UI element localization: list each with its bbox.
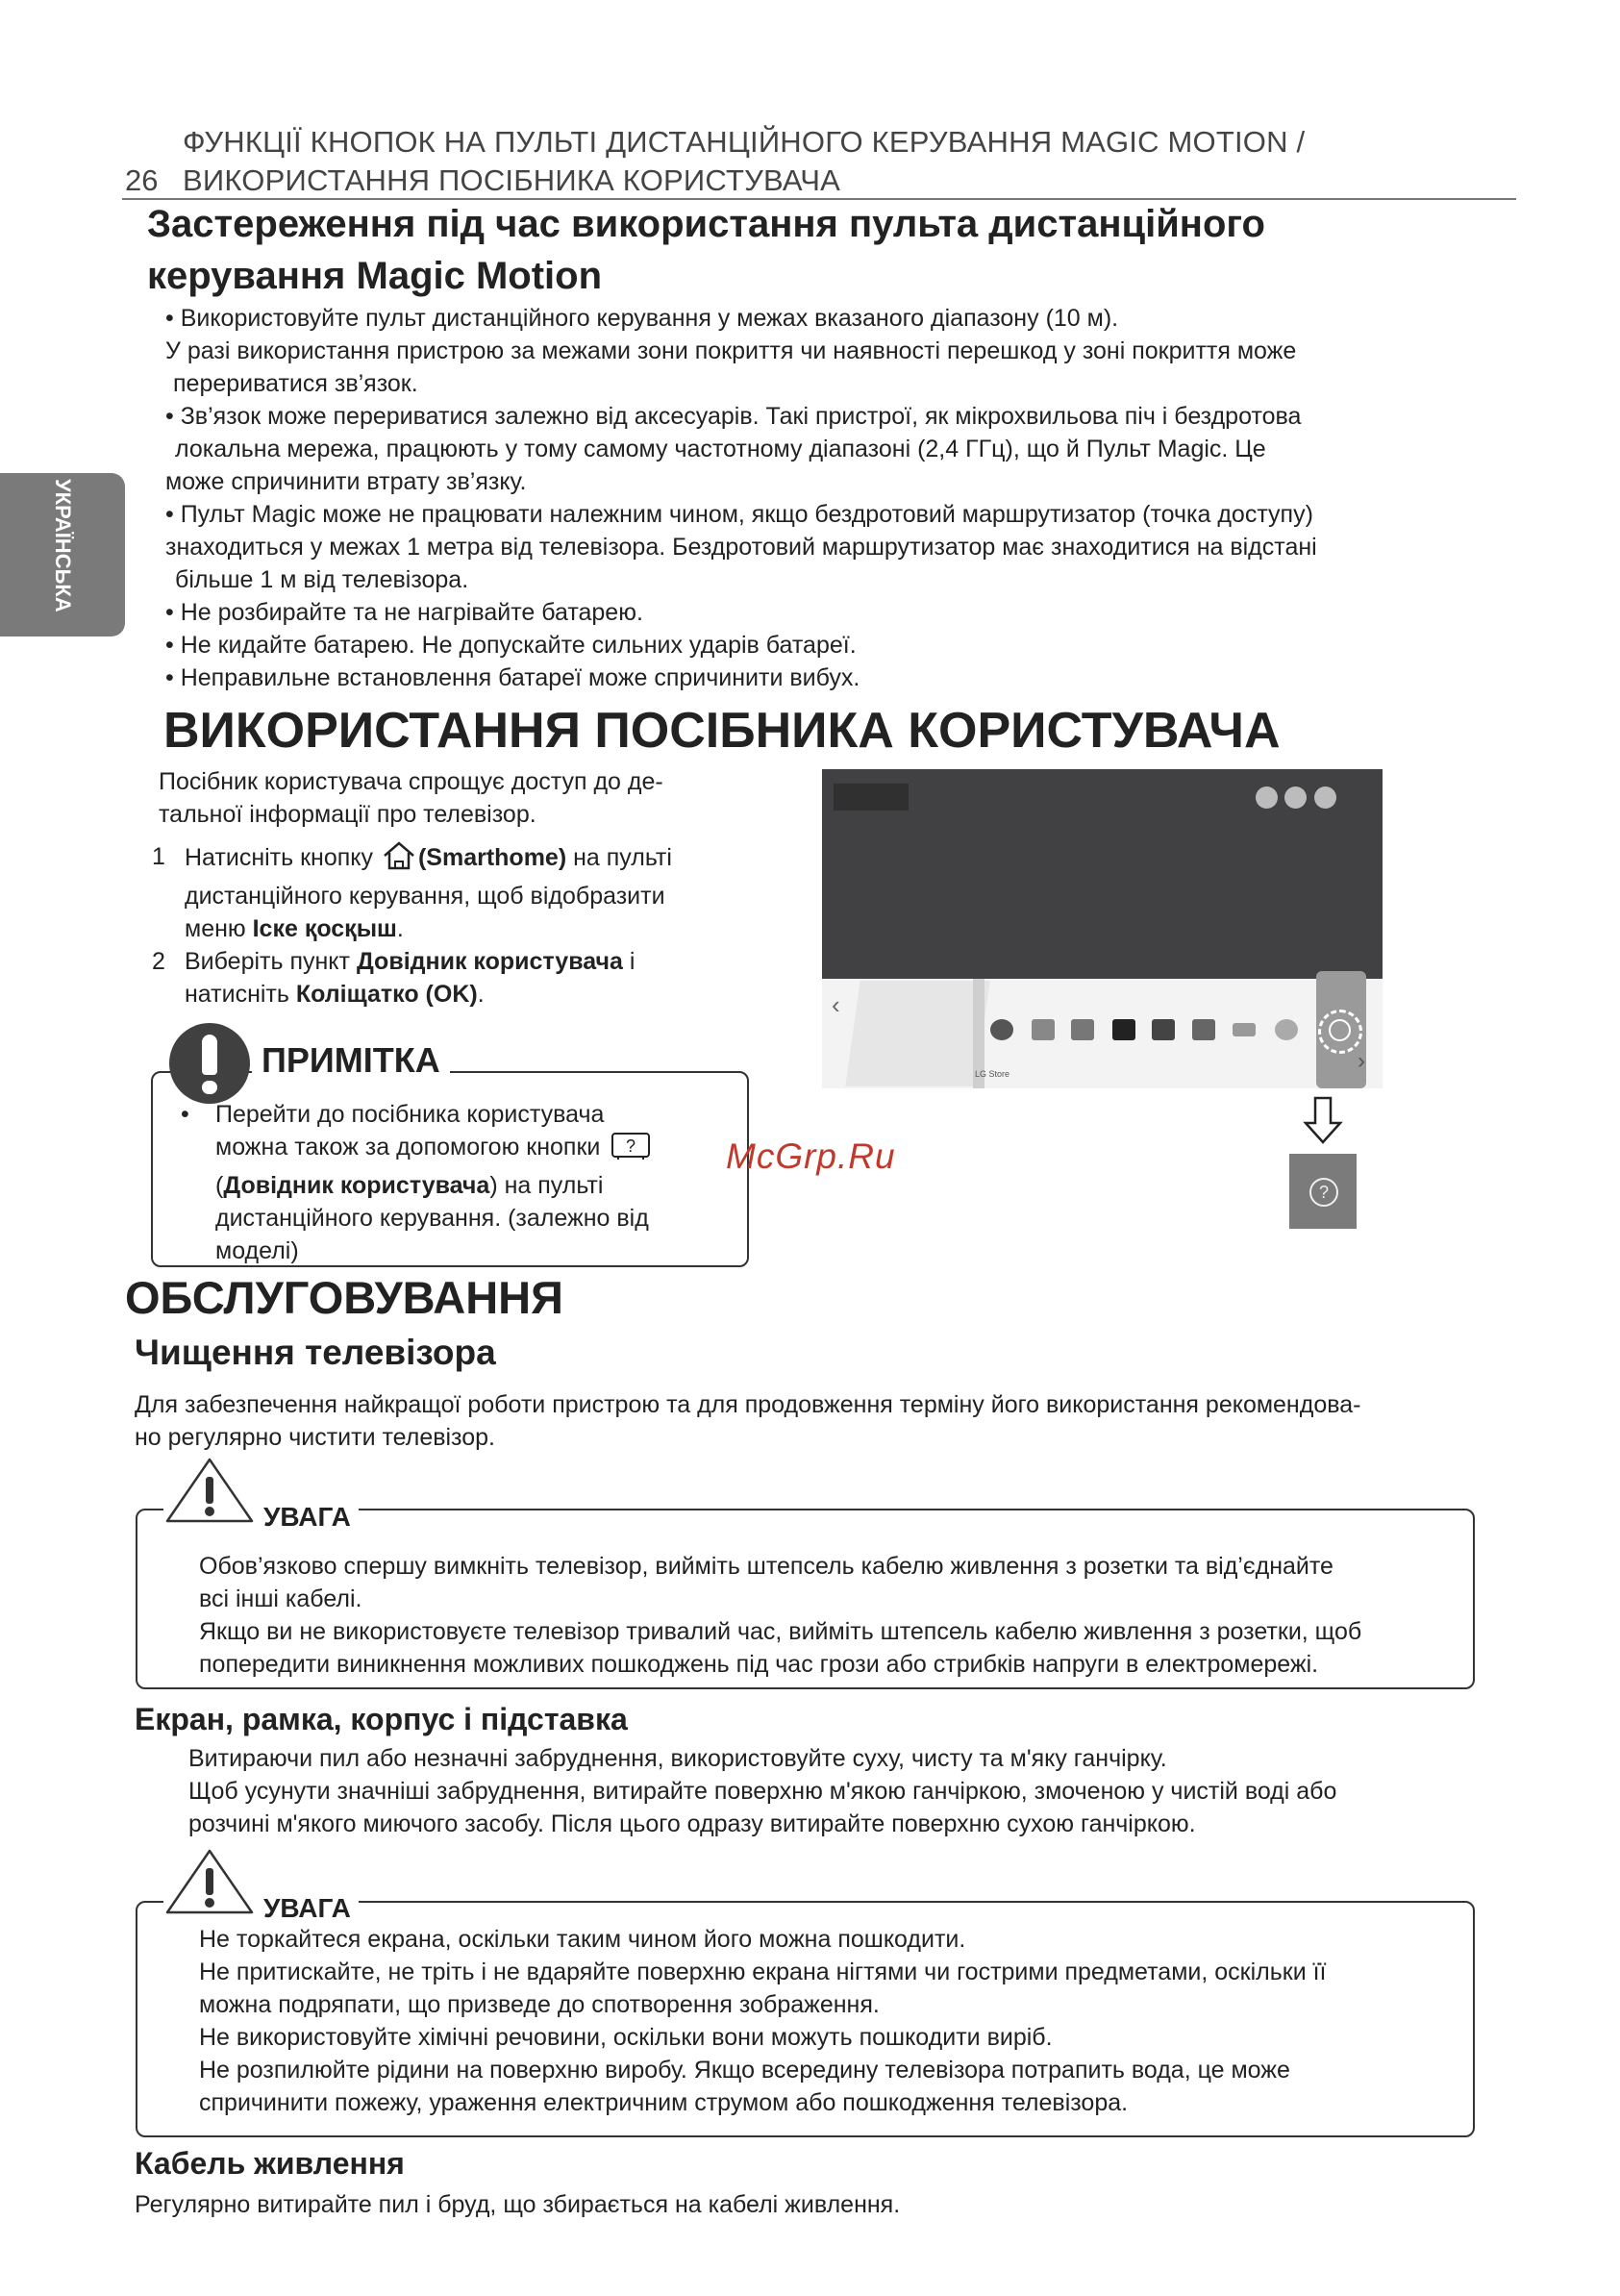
precautions-line: знаходиться у межах 1 метра від телевізора. Бездротовий маршрутизатор має знаходитися на відстані (165, 534, 1317, 561)
power-cable-text: Регулярно витирайте пил і бруд, що збирається на кабелі живлення. (135, 2191, 901, 2218)
warning-triangle-icon (163, 1847, 256, 1916)
tv-status-dot (1284, 786, 1307, 809)
user-guide-intro (159, 765, 663, 831)
language-side-tab (0, 473, 125, 636)
precautions-line: У разі використання пристрою за межами зони покриття чи наявності перешкод у зоні покриття може (165, 337, 1297, 364)
step-2-text-c: і (629, 948, 636, 975)
cleaning-heading: Чищення телевізора (135, 1333, 496, 1372)
step-1-line3 (185, 912, 767, 945)
note-title: ПРИМІТКА (252, 1040, 450, 1081)
step-2-number: 2 (152, 948, 165, 975)
tv-status-dot (1256, 786, 1278, 809)
tv-app-icon (1112, 1019, 1135, 1040)
step-2-item: Довідник користувача (356, 948, 623, 975)
tv-app-icon (1233, 1023, 1256, 1036)
caution-1-content (199, 1550, 1361, 1681)
user-guide-intro-line1: Посібник користувача спрощує доступ до де- (159, 768, 663, 795)
precautions-line: • Неправильне встановлення батареї може спричинити вибух. (165, 664, 860, 691)
caution-2-content (199, 1923, 1327, 2119)
step-1-number: 1 (152, 843, 165, 870)
tv-app-icon (1275, 1019, 1298, 1040)
running-header (183, 123, 1305, 200)
precautions-line: • Використовуйте пульт дистанційного керування у межах вказаного діапазону (10 м). (165, 305, 1119, 332)
page-number: 26 (125, 163, 159, 197)
precautions-line: • Не кидайте батарею. Не допускайте сильних ударів батареї. (165, 632, 857, 659)
user-guide-heading: ВИКОРИСТАННЯ ПОСІБНИКА КОРИСТУВАЧА (163, 703, 1281, 759)
caution-2-line: Не використовуйте хімічні речовини, оскільки вони можуть пошкодити виріб. (199, 2024, 1053, 2051)
caution-2-line: Не розпилюйте рідини на поверхню виробу. Якщо всередину телевізора потрапить вода, це може (199, 2057, 1290, 2084)
question-mark-icon: ? (1309, 1178, 1338, 1207)
warning-triangle-icon (163, 1456, 256, 1525)
help-icon (1329, 1019, 1351, 1041)
step-2-text-a: Виберіть пункт (185, 948, 350, 975)
tv-app-icon (1192, 1019, 1215, 1040)
screen-frame-heading: Екран, рамка, корпус і підставка (135, 1702, 628, 1736)
note-line3 (215, 1169, 719, 1202)
step-2 (152, 945, 767, 1011)
step-1-line2: дистанційного керування, щоб відобразити (185, 883, 665, 910)
tv-app-icon (990, 1019, 1013, 1040)
note-line2-text: можна також за допомогою кнопки (215, 1134, 601, 1160)
caution-1-line: попередити виникнення можливих пошкоджень під час грози або стрибків напруги в електромережі. (199, 1651, 1319, 1678)
step-1-line3-c: . (396, 915, 404, 942)
precautions-heading-line1: Застереження під час використання пульта дистанційного (147, 203, 1265, 245)
step-2-line2 (185, 978, 767, 1011)
user-guide-steps (152, 840, 767, 1011)
step-1-smarthome: (Smarthome) (417, 844, 567, 871)
watermark: McGrp.Ru (726, 1136, 896, 1176)
cleaning-intro (135, 1388, 1360, 1454)
step-2-wheel-ok: Коліщатко (OK) (295, 981, 478, 1008)
precautions-line: локальна мережа, працюють у тому самому частотному діапазоні (2,4 ГГц), що й Пульт Magic. Це (175, 436, 1266, 462)
tv-store-label: LG Store (975, 1069, 1010, 1079)
caution-2-line: спричинити пожежу, ураження електричним струмом або пошкодження телевізора. (199, 2089, 1129, 2116)
screen-frame-line: розчині м'якого миючого засобу. Після цього одразу витирайте поверхню сухою ганчіркою. (188, 1810, 1196, 1837)
screen-frame-content (188, 1742, 1336, 1840)
tv-logo-block (834, 784, 909, 811)
running-header-line1: ФУНКЦІЇ КНОПОК НА ПУЛЬТІ ДИСТАНЦІЙНОГО КЕРУВАННЯ MAGIC MOTION / (183, 125, 1306, 159)
step-1-text-a: Натисніть кнопку (185, 844, 374, 871)
note-line5: моделі) (215, 1237, 299, 1264)
tv-recent-card (845, 981, 989, 1086)
power-cable-heading: Кабель живлення (135, 2146, 405, 2181)
book-help-icon (611, 1132, 651, 1169)
language-side-tab-label: УКРАЇНСЬКА (51, 479, 75, 612)
precautions-list (165, 302, 1317, 694)
tv-app-icon (1032, 1019, 1055, 1040)
arrow-down-icon (1302, 1096, 1344, 1151)
tv-app-icon (1152, 1019, 1175, 1040)
step-1-text-c: на пульті (573, 844, 672, 871)
caution-1-line: всі інші кабелі. (199, 1585, 362, 1612)
caution-1-line: Якщо ви не використовуєте телевізор тривалий час, вийміть штепсель кабелю живлення з розетки, щоб (199, 1618, 1362, 1645)
note-user-guide-button: Довідник користувача (223, 1172, 490, 1199)
tv-app-icon (1071, 1019, 1094, 1040)
precautions-line: • Зв’язок може перериватися залежно від аксесуарів. Такі пристрої, як мікрохвильова піч і бездротова (165, 403, 1302, 430)
tv-status-dot (1314, 786, 1336, 809)
note-line3-a: ( (215, 1172, 224, 1199)
cleaning-intro-line2: но регулярно чистити телевізор. (135, 1424, 495, 1451)
caution-title-1: УВАГА (256, 1502, 359, 1533)
cleaning-intro-line1: Для забезпечення найкращої роботи пристрою та для продовження терміну його використання рекомендова- (135, 1391, 1361, 1418)
chevron-left-icon: ‹ (832, 990, 840, 1019)
user-guide-button-image (1289, 1154, 1357, 1229)
step-1-menu-name: Іске қосқыш (252, 915, 397, 942)
chevron-right-icon: › (1358, 1048, 1365, 1074)
home-icon (382, 840, 416, 880)
precautions-line: перериватися зв’язок. (173, 370, 418, 397)
precautions-line: • Пульт Magic може не працювати належним чином, якщо бездротовий маршрутизатор (точка доступу) (165, 501, 1313, 528)
caution-2-line: Не торкайтеся екрана, оскільки таким чином його можна пошкодити. (199, 1926, 966, 1953)
note-bullet: • (181, 1101, 189, 1128)
note-line2 (215, 1131, 719, 1169)
precautions-line: може спричинити втрату зв’язку. (165, 468, 527, 495)
screen-frame-line: Щоб усунути значніші забруднення, витирайте поверхню м'якою ганчіркою, змоченою у чистій воді або (188, 1778, 1337, 1805)
note-line1: Перейти до посібника користувача (215, 1101, 605, 1128)
note-line4: дистанційного керування. (залежно від (215, 1205, 649, 1232)
svg-text:?: ? (626, 1136, 636, 1156)
caution-2-line: Не притискайте, не тріть і не вдаряйте поверхню екрана нігтями чи гострими предметами, оскільки її (199, 1959, 1327, 1985)
user-guide-intro-line2: тальної інформації про телевізор. (159, 801, 536, 828)
maintenance-heading: ОБСЛУГОВУВАННЯ (125, 1272, 563, 1323)
step-1 (152, 840, 767, 945)
caution-1-line: Обов’язково спершу вимкніть телевізор, вийміть штепсель кабелю живлення з розетки та від’єднайте (199, 1553, 1333, 1580)
step-1-line3-a: меню (185, 915, 246, 942)
step-2-line2-a: натисніть (185, 981, 289, 1008)
exclamation-icon (169, 1023, 250, 1104)
note-content (181, 1098, 719, 1267)
caution-2-line: можна подряпати, що призведе до спотворення зображення. (199, 1991, 880, 2018)
precautions-heading-line2: керування Magic Motion (147, 255, 603, 297)
screen-frame-line: Витираючи пил або незначні забруднення, використовуйте суху, чисту та м'яку ганчірку. (188, 1745, 1167, 1772)
precautions-heading (147, 198, 1265, 302)
step-2-line2-c: . (477, 981, 485, 1008)
note-line3-c: ) на пульті (489, 1172, 604, 1199)
precautions-line: більше 1 м від телевізора. (175, 566, 469, 593)
running-header-line2: ВИКОРИСТАННЯ ПОСІБНИКА КОРИСТУВАЧА (183, 163, 841, 197)
caution-title-2: УВАГА (256, 1893, 359, 1924)
note-item (181, 1098, 719, 1267)
precautions-line: • Не розбирайте та не нагрівайте батарею. (165, 599, 643, 626)
